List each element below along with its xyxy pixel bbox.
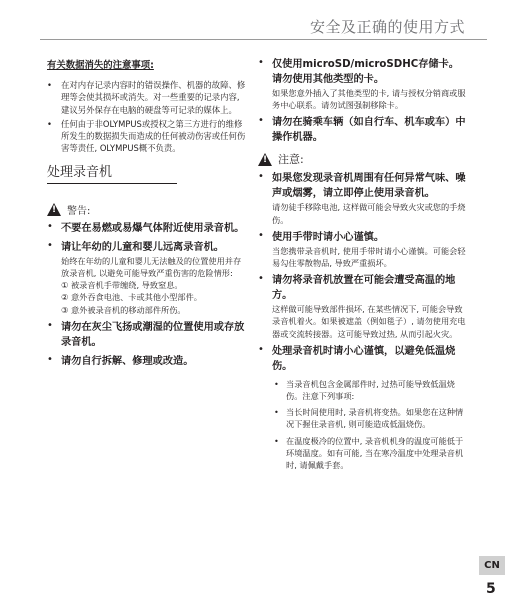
page-header [0, 0, 505, 40]
item-heading: • 请勿自行拆解、修理或改造。 [61, 355, 194, 367]
item-body: 请勿徒手移除电池, 这样做可能会导致火灾或您的手烧伤。 [272, 202, 466, 225]
list-item [47, 320, 247, 350]
warning-list [47, 221, 247, 369]
item-heading: • 请勿在灰尘飞扬或潮湿的位置使用或存放录音机。 [61, 321, 245, 348]
caution-label: 注意: [278, 153, 304, 167]
item-heading: • 如果您发现录音机周围有任何异常气味、噪声或烟雾，请立即停止使用录音机。 [272, 173, 466, 200]
warning-label: 警告: [67, 205, 91, 217]
list-item [47, 354, 247, 369]
data-loss-heading: 有关数据消失的注意事项: [47, 60, 154, 71]
list-item: • 在对内存记录内容时的错误操作、机器的故障、修理等会使其损坏或消失。对一些重要的记录内容, 建议另外保存在电脑的硬盘等可记录的媒体上。 [47, 79, 247, 116]
list-item [258, 57, 468, 111]
caution-header [258, 151, 468, 167]
caution-list [258, 171, 468, 471]
item-heading: • 处理录音机时请小心谨慎，以避免低温烧伤。 [272, 345, 456, 372]
list-item [258, 115, 468, 145]
warning-icon [47, 203, 61, 216]
item-body: 如果您意外插入了其他类型的卡, 请与授权分销商或服务中心联系。请勿试图强制移除卡。 [272, 88, 466, 111]
list-item: • 任何由于非OLYMPUS或授权之第三方进行的维修所发生的数据损失而造成的任何被动伤害或任何伤害等责任, OLYMPUS概不负责。 [47, 118, 247, 155]
item-heading: • 不要在易燃或易爆气体附近使用录音机。 [61, 222, 245, 234]
list-item [258, 171, 468, 225]
header-rule [40, 39, 487, 40]
sub-list-item: • 当录音机包含金属部件时, 过热可能导致低温烧伤。注意下列事项: [272, 378, 468, 402]
numbered-item: ② 意外吞食电池、卡或其他小型部件。 [61, 292, 202, 303]
item-heading: • 请勿在骑乘车辆（如自行车、机车或车）中操作机器。 [272, 117, 466, 144]
item-heading: • 仅使用microSD/microSDHC存储卡。请勿使用其他类型的卡。 [272, 59, 459, 85]
language-badge: CN [479, 556, 505, 575]
item-body: 当您携带录音机时, 使用手带时请小心谨慎。可能会轻易勾住零散物品, 导致严重损坏。 [272, 245, 466, 269]
item-body: 始终在年幼的儿童和婴儿无法触及的位置使用并存放录音机, 以避免可能导致严重伤害的危险情形: [61, 255, 242, 278]
page-number: 5 [486, 581, 496, 597]
left-column [47, 57, 247, 373]
list-item [258, 273, 468, 340]
sub-list-item: • 在温度极冷的位置中, 录音机机身的温度可能低于环境温度。如有可能, 当在寒冷温度中处理录音机时, 请佩戴手套。 [272, 435, 468, 472]
caution-icon [258, 153, 272, 166]
list-item [258, 230, 468, 269]
numbered-item: ① 被录音机手带缠绕, 导致窒息。 [61, 280, 183, 291]
item-heading: • 使用手带时请小心谨慎。 [272, 231, 385, 243]
item-body: 这样做可能导致部件损坏, 在某些情况下, 可能会导致录音机着火。如果被遮盖（例如毯子）, 请勿使用充电器或交流转接器。这可能导致过热, 从而引起火灾。 [272, 304, 466, 339]
list-item [47, 240, 247, 316]
list-item [258, 344, 468, 471]
sub-list-item: • 当长时间使用时, 录音机将变热。如果您在这种情况下握住录音机, 则可能造成低温烧伤。 [272, 406, 468, 430]
card-list [258, 57, 468, 145]
sub-list [272, 378, 468, 471]
item-heading: • 请勿将录音机放置在可能会遭受高温的地方。 [272, 275, 456, 302]
right-column [258, 57, 468, 475]
data-loss-list [47, 79, 247, 155]
list-item [47, 221, 247, 236]
warning-header [47, 202, 247, 217]
item-heading: • 请让年幼的儿童和婴儿远离录音机。 [61, 241, 224, 253]
section-title: 处理录音机 [47, 161, 177, 184]
header-title: 安全及正确的使用方式 [309, 18, 465, 36]
numbered-item: ③ 意外被录音机的移动部件所伤。 [61, 304, 186, 315]
